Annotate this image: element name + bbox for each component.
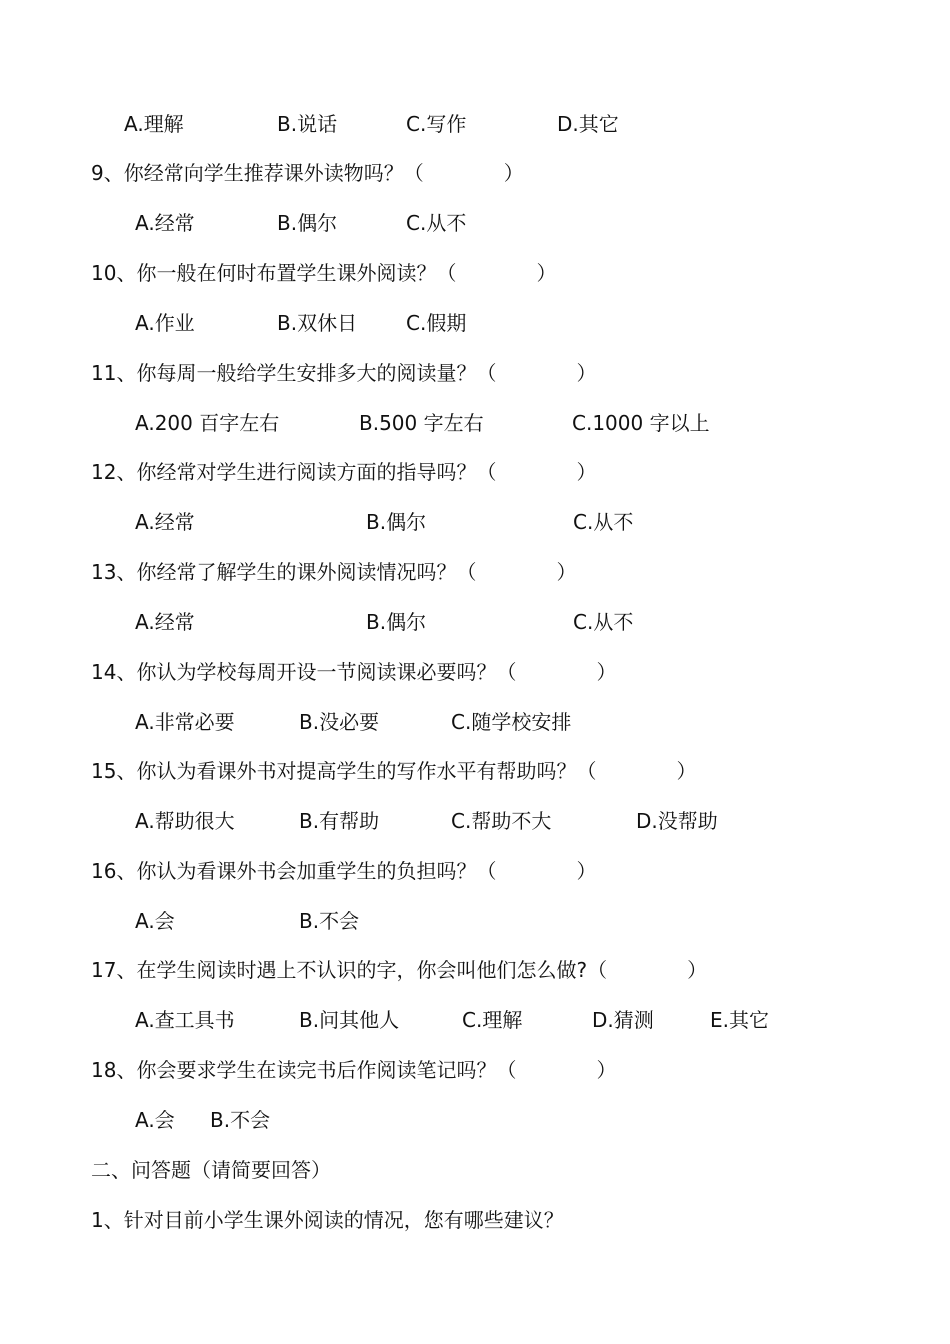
question-9-options bbox=[0, 207, 950, 239]
question-17-options bbox=[0, 1004, 950, 1036]
question-15-options bbox=[0, 805, 950, 837]
question-13: 13、你经常了解学生的课外阅读情况吗？（ ） bbox=[91, 560, 577, 584]
option: D.猜测 bbox=[592, 1008, 654, 1032]
option: C.假期 bbox=[406, 311, 467, 335]
option: A.200 百字左右 bbox=[135, 411, 280, 435]
question-15: 15、你认为看课外书对提高学生的写作水平有帮助吗？（ ） bbox=[91, 759, 697, 783]
option: D.没帮助 bbox=[636, 809, 718, 833]
option: B.不会 bbox=[299, 909, 360, 933]
question-12-options bbox=[0, 506, 950, 538]
option: A.查工具书 bbox=[135, 1008, 235, 1032]
question-9: 9、你经常向学生推荐课外读物吗？（ ） bbox=[91, 161, 524, 185]
option: C.从不 bbox=[406, 211, 467, 235]
section-title: 二、问答题（请简要回答） bbox=[91, 1158, 331, 1182]
question-16-options bbox=[0, 905, 950, 937]
question-11-options bbox=[0, 407, 950, 439]
option: C.1000 字以上 bbox=[572, 411, 710, 435]
option: B.双休日 bbox=[277, 311, 358, 335]
option: C.帮助不大 bbox=[451, 809, 552, 833]
question-17: 17、在学生阅读时遇上不认识的字，你会叫他们怎么做?（ ） bbox=[91, 958, 708, 982]
option: A.会 bbox=[135, 1108, 175, 1132]
option: E.其它 bbox=[710, 1008, 769, 1032]
option: B.没必要 bbox=[299, 710, 380, 734]
option: B.偶尔 bbox=[277, 211, 338, 235]
option: B.不会 bbox=[210, 1108, 271, 1132]
option: B.500 字左右 bbox=[359, 411, 484, 435]
option: C.从不 bbox=[573, 610, 634, 634]
option: A.经常 bbox=[135, 610, 195, 634]
option: B.有帮助 bbox=[299, 809, 380, 833]
intro-options-row bbox=[0, 108, 950, 140]
question-14: 14、你认为学校每周开设一节阅读课必要吗？（ ） bbox=[91, 660, 617, 684]
question-14-options bbox=[0, 706, 950, 738]
question-18-options bbox=[0, 1104, 950, 1136]
option: C.理解 bbox=[462, 1008, 523, 1032]
option: A.非常必要 bbox=[135, 710, 235, 734]
question-16: 16、你认为看课外书会加重学生的负担吗？（ ） bbox=[91, 859, 597, 883]
option: A.理解 bbox=[124, 112, 184, 136]
question-13-options bbox=[0, 606, 950, 638]
option: B.偶尔 bbox=[366, 610, 427, 634]
question-18: 18、你会要求学生在读完书后作阅读笔记吗？（ ） bbox=[91, 1058, 617, 1082]
option: C.写作 bbox=[406, 112, 467, 136]
question-10: 10、你一般在何时布置学生课外阅读？（ ） bbox=[91, 261, 557, 285]
question-12: 12、你经常对学生进行阅读方面的指导吗？（ ） bbox=[91, 460, 597, 484]
option: A.会 bbox=[135, 909, 175, 933]
option: A.帮助很大 bbox=[135, 809, 235, 833]
option: B.说话 bbox=[277, 112, 338, 136]
option: C.从不 bbox=[573, 510, 634, 534]
option: B.偶尔 bbox=[366, 510, 427, 534]
option: A.经常 bbox=[135, 211, 195, 235]
option: A.经常 bbox=[135, 510, 195, 534]
option: A.作业 bbox=[135, 311, 195, 335]
question-11: 11、你每周一般给学生安排多大的阅读量？（ ） bbox=[91, 361, 597, 385]
open-question-1: 1、针对目前小学生课外阅读的情况，您有哪些建议？ bbox=[91, 1208, 564, 1232]
option: C.随学校安排 bbox=[451, 710, 572, 734]
option: B.问其他人 bbox=[299, 1008, 400, 1032]
question-10-options bbox=[0, 307, 950, 339]
option: D.其它 bbox=[557, 112, 619, 136]
